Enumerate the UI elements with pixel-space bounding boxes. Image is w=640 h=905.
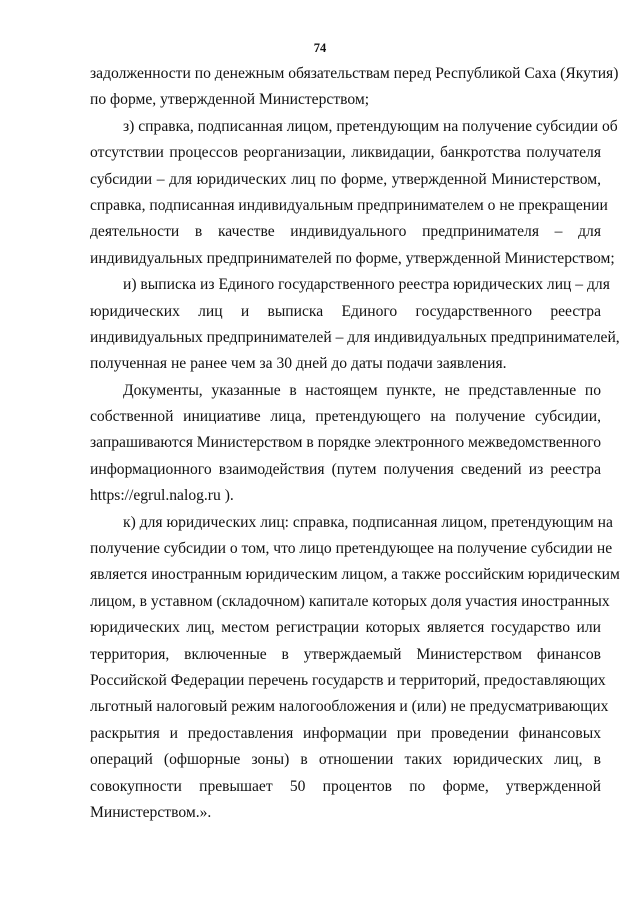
text-line: Документы, указанные в настоящем пункте, не представленные по [123, 381, 601, 399]
paragraph-item-i [90, 272, 620, 378]
text-line: раскрытия и предоставления информации при проведении финансовых [90, 724, 601, 742]
text-line: операций (офшорные зоны) в отношении таких юридических лиц, в [90, 751, 601, 769]
text-line: является иностранным юридическим лицом, а также российским юридическим [90, 566, 620, 584]
text-line: индивидуальных предпринимателей – для индивидуальных предпринимателей, [90, 328, 620, 346]
text-line: справка, подписанная индивидуальным предпринимателем о не прекращении [90, 196, 608, 214]
text-line: запрашиваются Министерством в порядке электронного межведомственного [90, 434, 602, 452]
document-body [90, 61, 620, 826]
paragraph-documents [90, 378, 601, 510]
text-line: к) для юридических лиц: справка, подписанная лицом, претендующим на [123, 513, 613, 531]
text-line: задолженности по денежным обязательствам перед Республикой Саха (Якутия) [90, 65, 619, 82]
text-line: информационного взаимодействия (путем получения сведений из реестра [90, 460, 601, 478]
text-line: по форме, утвержденной Министерством; [90, 91, 370, 109]
page-number: 74 [313, 41, 327, 55]
text-line: деятельности в качестве индивидуального предпринимателя – для [90, 223, 601, 241]
text-line: юридических лиц, местом регистрации которых является государство или [90, 619, 601, 637]
text-line: отсутствии процессов реорганизации, ликвидации, банкротства получателя [90, 144, 601, 162]
text-line: собственной инициативе лица, претендующего на получение субсидии, [90, 408, 601, 426]
text-line: полученная не ранее чем за 30 дней до даты подачи заявления. [90, 355, 507, 373]
text-line: Министерством.». [90, 803, 212, 821]
text-line: субсидии – для юридических лиц по форме, утвержденной Министерством, [90, 170, 601, 188]
text-line: территория, включенные в утверждаемый Министерством финансов [90, 645, 601, 663]
paragraph-item-z [90, 114, 618, 272]
paragraph-continuation [90, 61, 619, 114]
text-line: индивидуальных предпринимателей по форме, утвержденной Министерством; [90, 249, 615, 267]
text-line: совокупности превышает 50 процентов по форме, утвержденной [90, 777, 601, 795]
text-line: получение субсидии о том, что лицо претендующее на получение субсидии не [90, 540, 613, 558]
text-line: Российской Федерации перечень государств и территорий, предоставляющих [90, 671, 606, 689]
text-line: з) справка, подписанная лицом, претендующим на получение субсидии об [123, 117, 618, 135]
text-line: льготный налоговый режим налогообложения и (или) не предусматривающих [90, 698, 609, 716]
text-line: https://egrul.nalog.ru ). [90, 487, 234, 505]
text-line: лицом, в уставном (складочном) капитале которых доля участия иностранных [90, 592, 610, 610]
text-line: юридических лиц и выписка Единого государственного реестра [90, 302, 601, 320]
text-line: и) выписка из Единого государственного реестра юридических лиц – для [123, 276, 610, 294]
paragraph-item-k [90, 510, 620, 827]
